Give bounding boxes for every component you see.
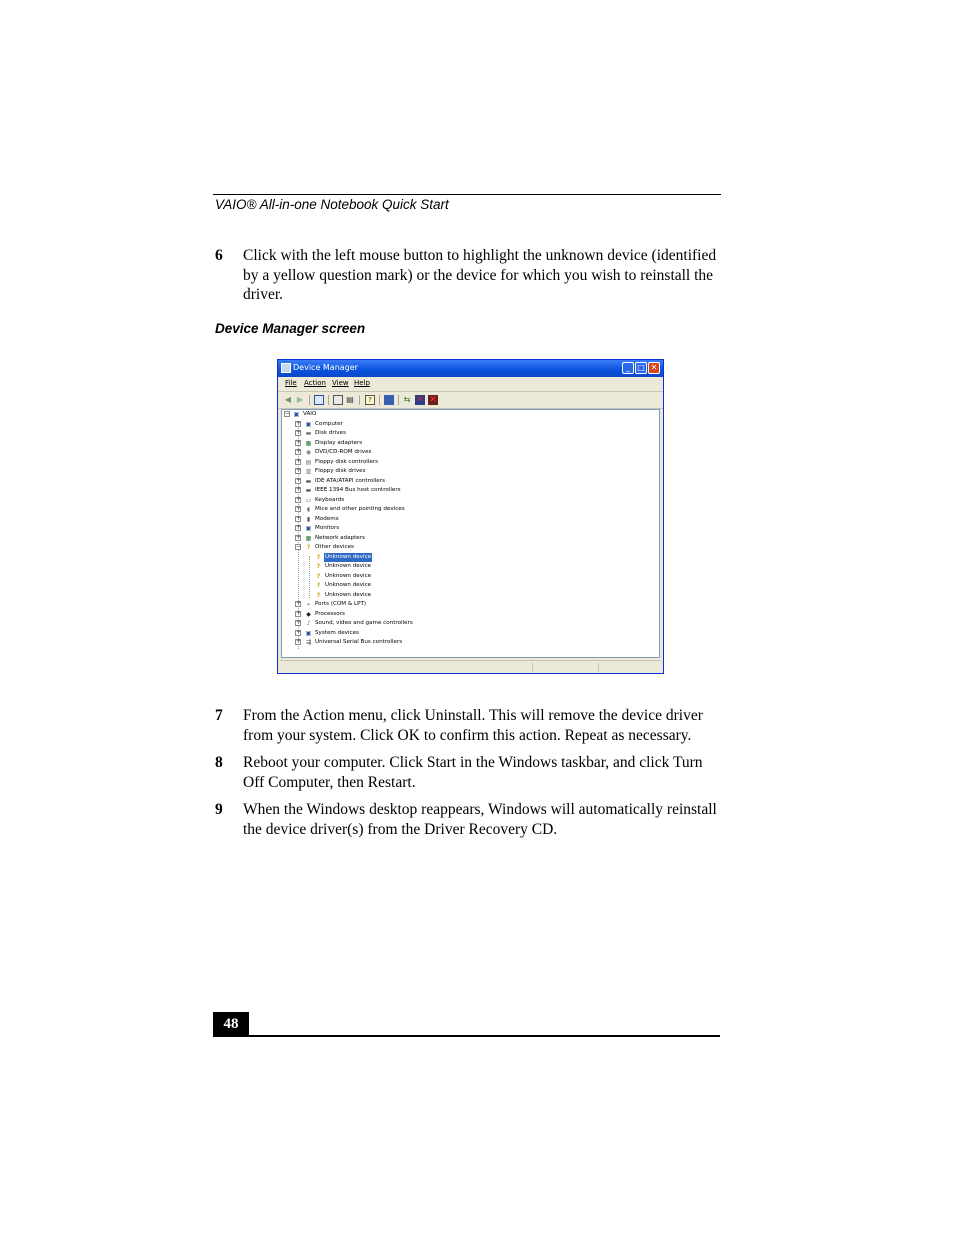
- unknown-device-icon: ?: [316, 563, 321, 570]
- step-text: Click with the left mouse button to highlight the unknown device (identified by a yellow question mark) or the device for which you wish to reinstall the driver.: [243, 247, 717, 303]
- forward-icon[interactable]: ▶: [296, 395, 304, 404]
- expand-icon[interactable]: +: [296, 467, 302, 474]
- expand-icon[interactable]: +: [296, 533, 302, 541]
- tree-label: Monitors: [315, 525, 340, 531]
- menu-action[interactable]: Action: [304, 379, 326, 387]
- sound-icon: ♪: [306, 620, 311, 627]
- tree-label: Network adapters: [315, 534, 365, 541]
- expand-icon[interactable]: +: [296, 524, 302, 531]
- minimize-button[interactable]: _: [622, 362, 634, 374]
- question-mark-icon: ?: [306, 544, 311, 551]
- tree-label: IEEE 1394 Bus host controllers: [315, 487, 401, 493]
- collapse-icon[interactable]: −: [296, 543, 302, 550]
- step-8: [215, 753, 721, 792]
- network-adapter-icon: ▦: [305, 534, 312, 542]
- step-number: 6: [215, 247, 223, 264]
- tree-label: Floppy disk controllers: [315, 458, 379, 465]
- port-icon: ⌁: [306, 601, 311, 608]
- tree-label: Disk drives: [315, 430, 346, 436]
- header-rule: [213, 194, 721, 195]
- tree-label: Unknown device: [325, 582, 372, 588]
- toolbar-separator: [328, 395, 329, 405]
- step-number: 7: [215, 707, 223, 724]
- tree-label: Floppy disk drives: [315, 468, 366, 474]
- step-number: 9: [215, 801, 223, 818]
- floppy-controller-icon: ▤: [305, 458, 312, 466]
- expand-icon[interactable]: +: [296, 438, 302, 446]
- device-manager-icon: [281, 363, 291, 373]
- status-bar: [280, 660, 661, 673]
- scan-hardware-icon[interactable]: [384, 395, 394, 405]
- device-tree: [281, 409, 660, 658]
- toolbar: [278, 392, 663, 409]
- figure-caption: Device Manager screen: [215, 321, 366, 336]
- tree-label: Other devices: [315, 544, 354, 550]
- toolbar-separator: [359, 395, 360, 405]
- usb-icon: ⇶: [305, 639, 312, 646]
- tree-label: Unknown device: [325, 563, 372, 569]
- disable-device-icon[interactable]: ✕: [416, 395, 424, 405]
- status-separator: [598, 663, 599, 672]
- expand-icon[interactable]: +: [296, 638, 302, 645]
- print-icon[interactable]: ▤: [346, 395, 354, 404]
- ieee-1394-icon: ▬: [305, 487, 312, 494]
- tree-label: Sound, video and game controllers: [315, 620, 413, 626]
- computer-icon: ▣: [293, 411, 300, 418]
- toolbar-separator: [398, 395, 399, 405]
- display-adapter-icon: ▦: [305, 439, 312, 447]
- step-9: [215, 800, 721, 839]
- tree-label: Computer: [315, 420, 343, 427]
- title-bar[interactable]: [278, 360, 663, 377]
- tree-label: Mice and other pointing devices: [315, 506, 405, 512]
- expand-icon[interactable]: +: [296, 514, 302, 522]
- tree-label: Unknown device: [325, 553, 372, 560]
- update-driver-icon[interactable]: ⇆: [403, 395, 411, 404]
- step-number: 8: [215, 754, 223, 771]
- processor-icon: ◆: [306, 610, 311, 618]
- tree-label: Unknown device: [325, 572, 372, 579]
- expand-icon[interactable]: +: [296, 476, 302, 484]
- expand-icon[interactable]: +: [296, 429, 302, 436]
- mouse-icon: ◖: [306, 506, 311, 513]
- expand-icon[interactable]: +: [296, 628, 302, 636]
- toolbar-separator: [309, 395, 310, 405]
- unknown-device-icon: ?: [316, 553, 321, 561]
- maximize-button[interactable]: □: [635, 362, 647, 374]
- back-icon[interactable]: ◀: [284, 395, 292, 404]
- footer-rule: [213, 1035, 720, 1037]
- expand-icon[interactable]: +: [296, 457, 302, 465]
- close-button[interactable]: ✕: [648, 362, 660, 374]
- step-text: From the Action menu, click Uninstall. This will remove the device driver from your system. Click OK to confirm this action. Repeat as necessary.: [243, 707, 703, 744]
- tree-label: Unknown device: [325, 591, 372, 598]
- step-text: When the Windows desktop reappears, Windows will automatically reinstall the device driver(s) from the Driver Recovery CD.: [243, 801, 717, 838]
- collapse-icon[interactable]: −: [285, 410, 291, 417]
- page-number: 48: [213, 1012, 249, 1037]
- floppy-drive-icon: ▥: [305, 468, 312, 475]
- device-manager-window: [277, 359, 664, 674]
- ide-controller-icon: ▬: [305, 477, 312, 485]
- uninstall-icon[interactable]: ✕: [429, 395, 437, 405]
- unknown-device-icon: ?: [316, 591, 321, 599]
- tree-label: Modems: [315, 515, 339, 522]
- tree-label: VAIO: [303, 411, 317, 417]
- unknown-device-icon: ?: [316, 572, 321, 580]
- unknown-device-icon: ?: [316, 582, 321, 589]
- expand-icon[interactable]: +: [296, 600, 302, 607]
- window-title: Device Manager: [293, 363, 358, 372]
- tree-label: IDE ATA/ATAPI controllers: [315, 477, 385, 484]
- monitor-icon: ▣: [305, 525, 312, 532]
- step-text: Reboot your computer. Click Start in the Windows taskbar, and click Turn Off Computer, then Restart.: [243, 754, 703, 791]
- expand-icon[interactable]: +: [296, 505, 302, 512]
- tree-label: Universal Serial Bus controllers: [315, 639, 403, 645]
- help-icon[interactable]: ?: [365, 395, 375, 405]
- expand-icon[interactable]: +: [296, 448, 302, 455]
- modem-icon: ▮: [306, 515, 311, 523]
- menu-file[interactable]: File: [285, 379, 297, 387]
- properties-icon[interactable]: [333, 395, 343, 405]
- disk-drive-icon: ▬: [305, 430, 312, 437]
- running-header: VAIO® All-in-one Notebook Quick Start: [215, 197, 449, 212]
- expand-icon[interactable]: +: [296, 495, 302, 503]
- step-7: [215, 706, 721, 745]
- show-hide-console-tree-icon[interactable]: [314, 395, 324, 405]
- tree-label: DVD/CD-ROM drives: [315, 449, 372, 455]
- status-separator: [532, 663, 533, 672]
- menu-view[interactable]: View: [332, 379, 349, 387]
- system-device-icon: ▣: [305, 629, 312, 637]
- expand-icon[interactable]: +: [296, 609, 302, 617]
- menu-help[interactable]: Help: [354, 379, 370, 387]
- tree-line: [309, 556, 310, 598]
- computer-icon: ▣: [305, 420, 312, 428]
- step-6: [215, 246, 721, 305]
- menu-bar: [278, 377, 663, 392]
- tree-label: Display adapters: [315, 439, 363, 446]
- expand-icon[interactable]: +: [296, 619, 302, 626]
- tree-label: Processors: [315, 610, 345, 617]
- toolbar-separator: [379, 395, 380, 405]
- tree-label: System devices: [315, 629, 359, 636]
- cd-drive-icon: ◉: [305, 449, 312, 456]
- keyboard-icon: ▭: [305, 496, 312, 504]
- tree-label: Ports (COM & LPT): [315, 601, 367, 607]
- expand-icon[interactable]: +: [296, 486, 302, 493]
- tree-label: Keyboards: [315, 496, 345, 503]
- expand-icon[interactable]: +: [296, 419, 302, 427]
